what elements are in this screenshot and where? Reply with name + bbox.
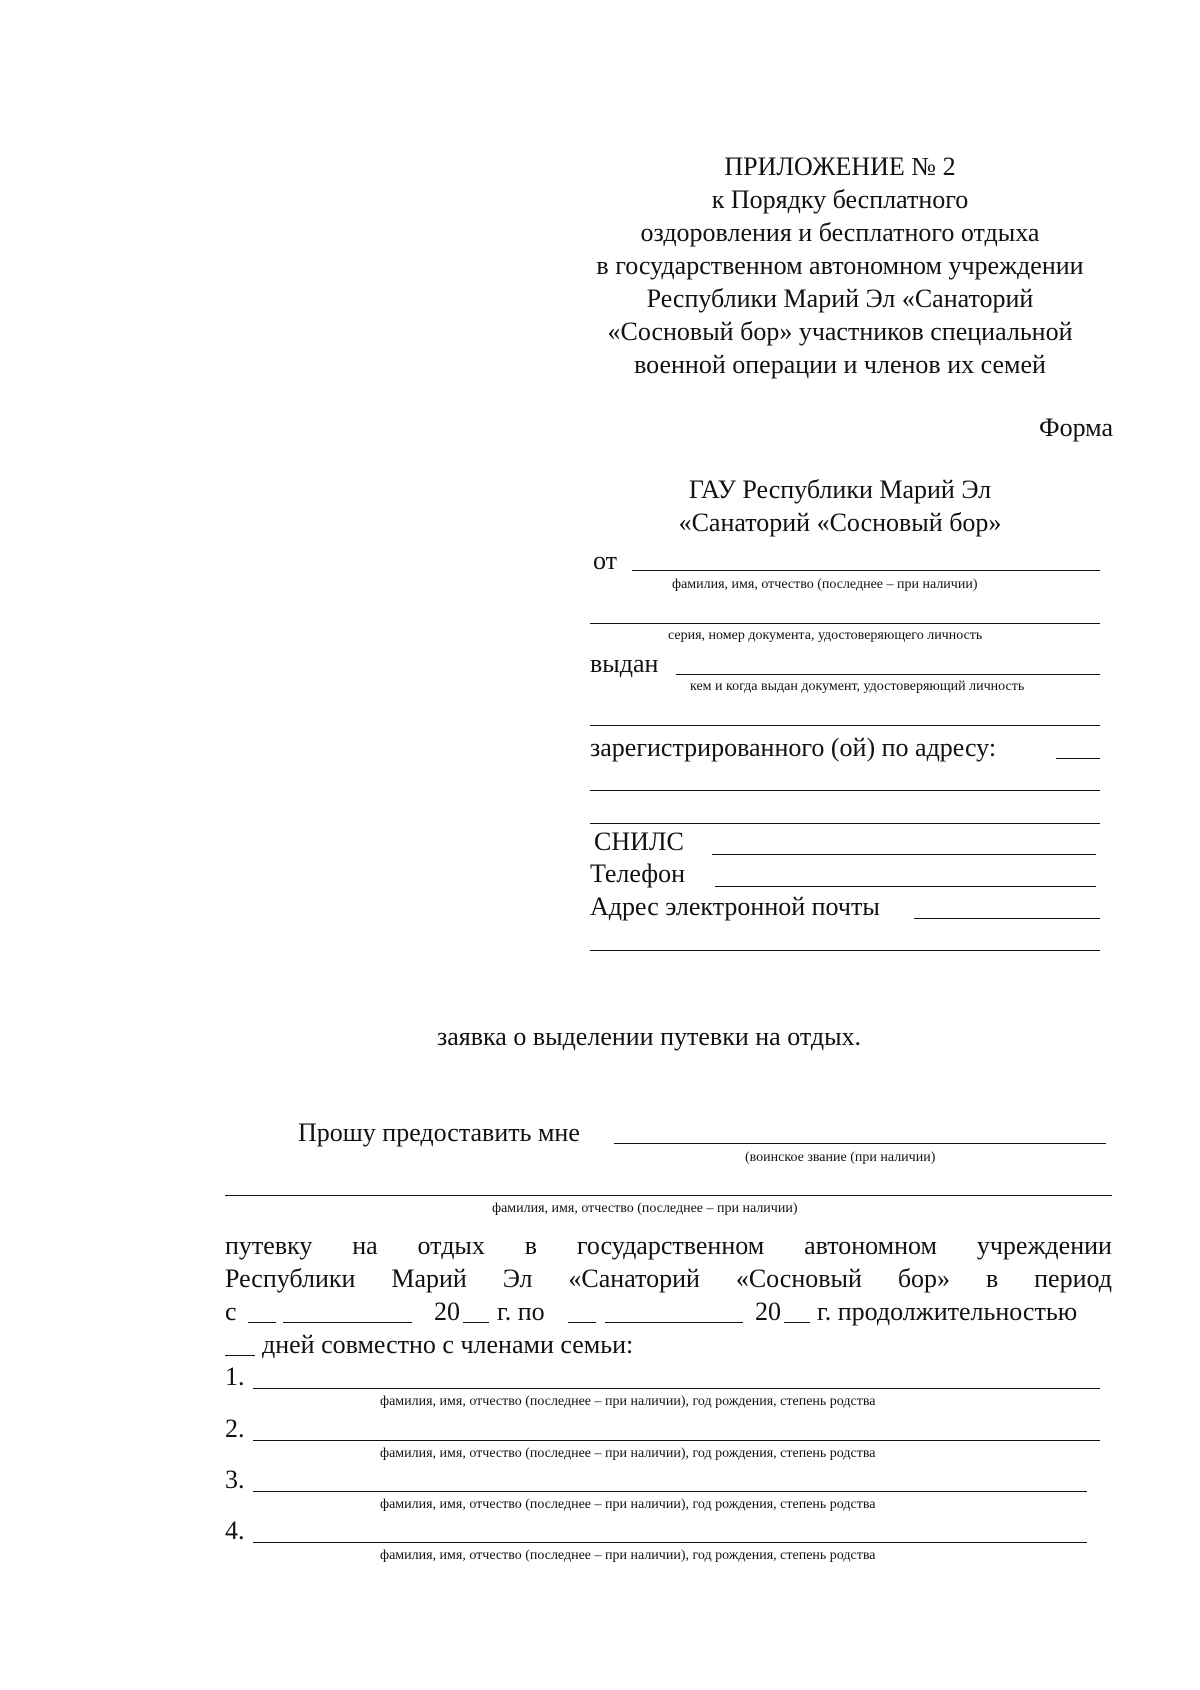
family-member-4-field[interactable] [253,1542,1087,1543]
paragraph-word: на [352,1231,378,1260]
appendix-header [540,150,1140,381]
email-label: Адрес электронной почты [590,892,880,921]
from-label: от [593,546,618,575]
period-end-year-field[interactable] [784,1322,810,1323]
paragraph-line-1 [225,1230,1112,1262]
period-end-month-field[interactable] [605,1322,743,1323]
family-member-caption: фамилия, имя, отчество (последнее – при наличии), год рождения, степень родства [380,1497,876,1512]
snils-field[interactable] [712,854,1096,855]
registered-address-label: зарегистрированного (ой) по адресу: [590,733,997,762]
paragraph-word: Республики [225,1264,356,1293]
applicant-fio-field[interactable] [632,570,1100,571]
appendix-line: военной операции и членов их семей [634,350,1046,379]
paragraph-word: «Сосновый [735,1264,862,1293]
period-start-month-field[interactable] [283,1322,412,1323]
issued-by-caption: кем и когда выдан документ, удостоверяющий личность [690,679,1025,694]
paragraph-word: учреждении [976,1231,1112,1260]
period-year1-label: 20 [434,1297,460,1326]
form-label: Форма [1039,413,1113,442]
paragraph-word: Марий [391,1264,467,1293]
period-duration-label: г. продолжительностью [817,1297,1078,1326]
email-field[interactable] [914,918,1100,919]
application-title: заявка о выделении путевки на отдых. [437,1022,862,1051]
family-member-number: 2. [225,1414,245,1443]
email-field-2[interactable] [590,950,1100,951]
requester-fio-caption: фамилия, имя, отчество (последнее – при наличии) [492,1201,798,1216]
issued-by-field[interactable] [676,674,1100,675]
paragraph-line-2 [225,1263,1112,1295]
paragraph-word: период [1034,1264,1112,1293]
issued-label: выдан [590,649,659,678]
family-member-number: 1. [225,1362,245,1391]
period-start-day-field[interactable] [248,1322,276,1323]
appendix-line: к Порядку бесплатного [711,185,969,214]
family-member-caption: фамилия, имя, отчество (последнее – при наличии), год рождения, степень родства [380,1548,876,1563]
applicant-fio-caption: фамилия, имя, отчество (последнее – при наличии) [672,577,978,592]
appendix-line: оздоровления и бесплатного отдыха [640,218,1040,247]
family-member-caption: фамилия, имя, отчество (последнее – при наличии), год рождения, степень родства [380,1394,876,1409]
days-text: дней совместно с членами семьи: [262,1330,634,1359]
military-rank-caption: (воинское звание (при наличии) [745,1150,936,1165]
paragraph-word: путевку [225,1231,313,1260]
family-member-1-field[interactable] [253,1388,1100,1389]
appendix-line: «Сосновый бор» участников специальной [607,317,1073,346]
request-label: Прошу предоставить мне [298,1118,580,1147]
family-member-2-field[interactable] [253,1440,1100,1441]
addressee-line-1: ГАУ Республики Марий Эл [688,475,992,504]
address-field-3[interactable] [590,823,1100,824]
appendix-line: Республики Марий Эл «Санаторий [646,284,1034,313]
appendix-line: в государственном автономном учреждении [596,251,1084,280]
military-rank-field[interactable] [614,1143,1106,1144]
family-member-number: 3. [225,1465,245,1494]
appendix-title: ПРИЛОЖЕНИЕ № 2 [724,152,956,181]
family-member-number: 4. [225,1516,245,1545]
document-number-caption: серия, номер документа, удостоверяющего личность [668,628,983,643]
issued-by-field-2[interactable] [590,725,1100,726]
phone-label: Телефон [590,859,686,888]
period-c-label: с [225,1297,237,1326]
paragraph-word: Эл [502,1264,533,1293]
family-member-caption: фамилия, имя, отчество (последнее – при наличии), год рождения, степень родства [380,1446,876,1461]
period-year2-label: 20 [755,1297,781,1326]
paragraph-word: государственном [576,1231,765,1260]
period-end-day-field[interactable] [568,1322,596,1323]
paragraph-word: автономном [804,1231,937,1260]
requester-fio-field[interactable] [225,1195,1112,1196]
document-number-field[interactable] [590,623,1100,624]
paragraph-word: «Санаторий [568,1264,700,1293]
days-count-field[interactable] [225,1355,255,1356]
address-field-inline[interactable] [1056,758,1100,759]
family-member-3-field[interactable] [253,1491,1087,1492]
address-field-2[interactable] [590,790,1100,791]
phone-field[interactable] [715,886,1096,887]
paragraph-word: в [524,1231,538,1260]
addressee-line-2: «Санаторий «Сосновый бор» [678,508,1002,537]
snils-label: СНИЛС [594,827,684,856]
addressee-block [560,473,1120,539]
paragraph-word: в [985,1264,999,1293]
period-g-po-label: г. по [497,1297,545,1326]
paragraph-word: отдых [417,1231,485,1260]
period-start-year-field[interactable] [463,1322,489,1323]
paragraph-word: бор» [897,1264,951,1293]
